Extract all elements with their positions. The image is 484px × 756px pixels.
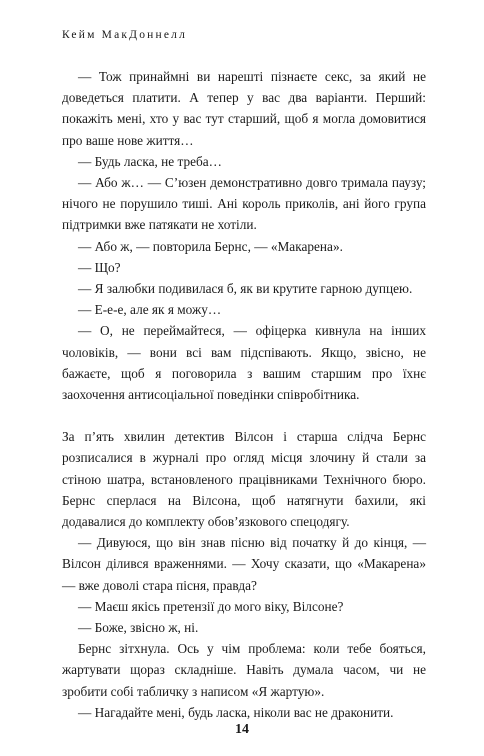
- paragraph: — Що?: [78, 259, 121, 275]
- paragraph: — Нагадайте мені, будь ласка, ніколи вас не драконити.: [78, 704, 394, 720]
- paragraph: — Дивуюся, що він знав пісню від початку й до кінця, — Вілсон ділився враженнями. — Хочу сказати, що «Макарена» — вже доволі стара пісня, правда?: [62, 535, 426, 593]
- paragraph: Бернс зітхнула. Ось у чім проблема: коли тебе бояться, жартувати щораз складніше. Навіть думала часом, чи не зробити собі табличку з написом «Я жартую».: [62, 641, 426, 699]
- paragraph: — О, не переймайтеся, — офіцерка кивнула на інших чоловіків, — вони всі вам підспівають. Якщо, звісно, не бажаєте, щоб я поговорила з вашим старшим про їхнє заохочення антисоціальної поведінки співробітника.: [62, 323, 426, 403]
- body-text: [62, 66, 426, 723]
- paragraph: — Або ж… — С’юзен демонстративно довго тримала паузу; нічого не порушило тиші. Ані король приколів, ані його група підтримки вже патякати не хотіли.: [62, 175, 426, 233]
- paragraph: — Тож принаймні ви нарешті пізнаєте секс, за який не доведеться платити. А тепер у вас два варіанти. Перший: покажіть мені, хто у вас тут старший, щоб я могла домовитися про ваше нове життя…: [62, 69, 426, 148]
- paragraph: — Я залюбки подивилася б, як ви крутите гарною дупцею.: [78, 281, 413, 297]
- paragraph: — Або ж, — повторила Бернс, — «Макарена».: [78, 238, 343, 254]
- paragraph: — Боже, звісно ж, ні.: [78, 620, 199, 636]
- running-head: Кейм МакДоннелл: [62, 29, 188, 41]
- paragraph: — Маєш якісь претензії до мого віку, Вілсоне?: [78, 598, 344, 614]
- page-number: 14: [235, 722, 249, 737]
- paragraph: За п’ять хвилин детектив Вілсон і старша слідча Бернс розписалися в журналі про огляд місця злочину й стали за стіною шатра, встановленого працівниками Технічного бюро. Бернс сперлася на Вілсона, щоб натягнути бахили, які додавалися до комплекту обов’язкового спецодягу.: [62, 429, 426, 530]
- paragraph: — Будь ласка, не треба…: [78, 153, 222, 169]
- paragraph: — Е-е-е, але як я можу…: [78, 302, 222, 318]
